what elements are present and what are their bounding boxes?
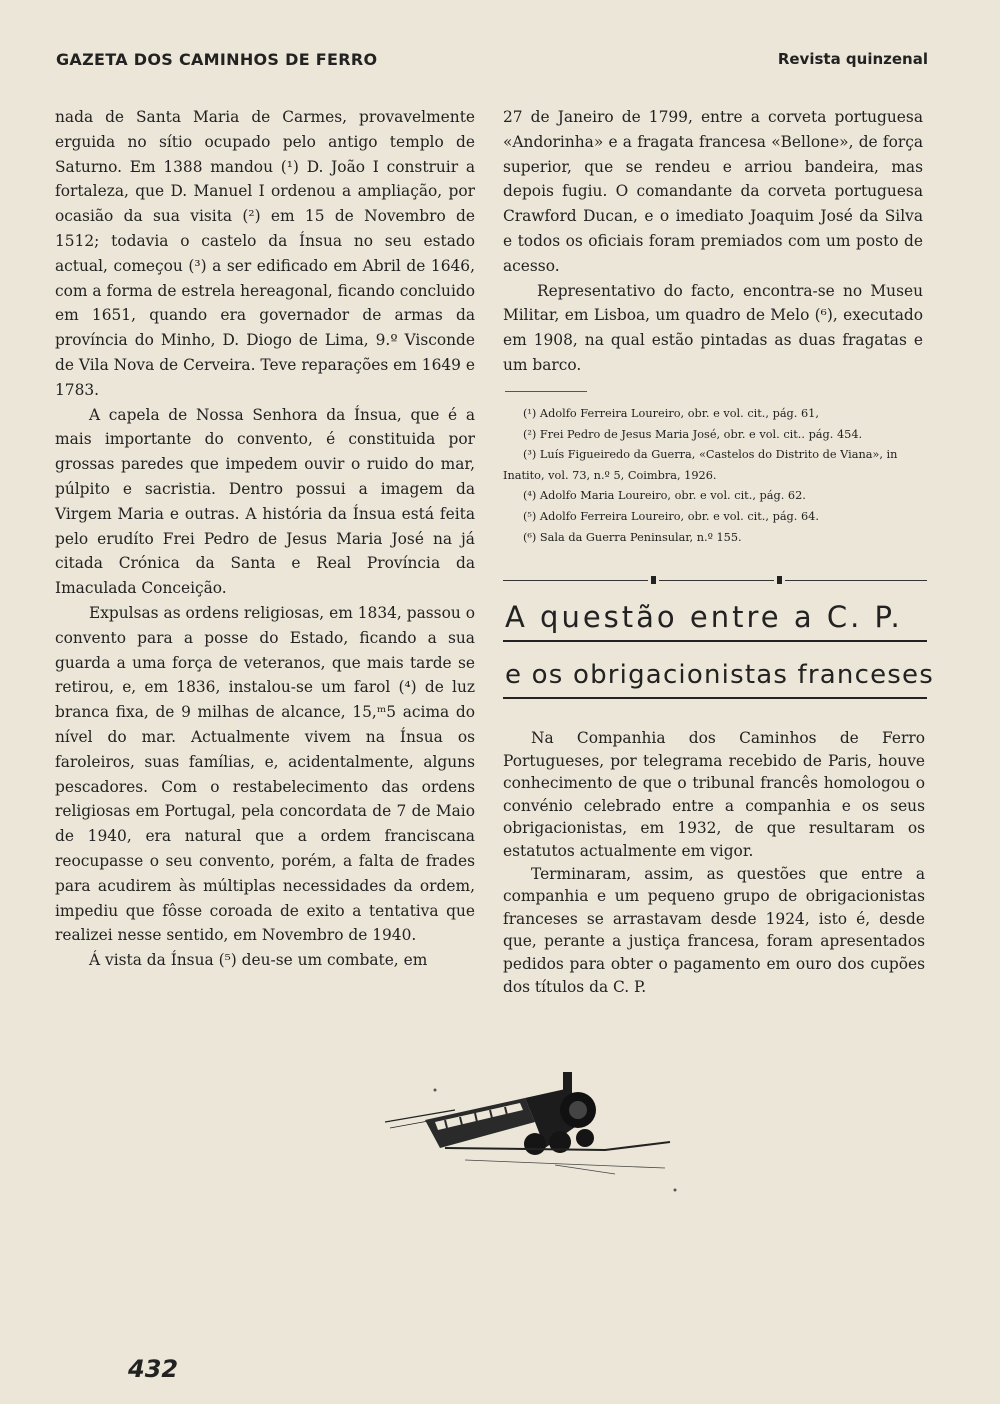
paragraph: Expulsas as ordens religiosas, em 1834, passou o convento para a posse do Estado, ficando a sua guarda a uma força de veteranos, que mais tarde se retirou, e, em 1836, instalou-se um farol (⁴) de luz branca fixa, de 9 milhas de alcance, 15,ᵐ5 acima do nível do mar. Actualmente vivem na Ínsua os faroleiros, suas famílias, e, acidentalmente, alguns pescadores. Com o restabelecimento das ordens religiosas em Portugal, pela concordata de 7 de Maio de 1940, era natural que a ordem franciscana reocupasse o seu convento, porém, a falta de frades para acudirem às múltiplas necessidades da ordem, impediu que fôsse coroada de exito a tentativa que realizei nesse sentido, em Novembro de 1940. [55,603,475,945]
footnote: (⁶) Sala da Guerra Peninsular, n.º 155. [523,530,742,544]
article-body [503,727,925,998]
paragraph: Na Companhia dos Caminhos de Ferro Portugueses, por telegrama recebido de Paris, houve conhecimento de que o tribunal francês homologou o convénio celebrado entre a companhia e os seus obrigacionistas, em 1932, de que resultaram os estatutos actualmente em vigor. [503,729,925,860]
section-separator [503,575,927,585]
footnote: (³) Luís Figueiredo da Guerra, «Castelos do Distrito de Viana», in Inatito, vol. 73, n.º 5, Coimbra, 1926. [503,448,898,482]
article-title-line1: A questão entre a C. P. [505,600,903,634]
left-column [55,105,475,973]
footnote: (¹) Adolfo Ferreira Loureiro, obr. e vol. cit., pág. 61, [523,407,819,420]
article-title-line2: e os obrigacionistas franceses [505,660,934,690]
paragraph: 27 de Janeiro de 1799, entre a corveta portuguesa «Andorinha» e a fragata francesa «Bellone», de força superior, que se rendeu e arriou bandeira, mas depois fugiu. O comandante da corveta portuguesa Crawford Ducan, e o imediato Joaquim José da Silva e todos os oficiais foram premiados com um posto de acesso. [503,108,923,275]
paragraph: A capela de Nossa Senhora da Ínsua, que é a mais importante do convento, é constituida por grossas paredes que impedem ouvir o ruido do mar, púlpito e sacristia. Dentro possui a imagem da Virgem Maria e outras. A história da Ínsua está feita pelo erudíto Frei Pedro de Jesus Maria José na já citada Crónica da Santa e Real Província da Imaculada Conceição. [55,405,475,598]
journal-subtitle: Revista quinzenal [777,50,928,68]
page-number: 432 [128,1355,179,1383]
right-column [503,105,923,378]
title-underline [503,697,927,699]
steam-train-icon [385,1070,685,1204]
footnote: (²) Frei Pedro de Jesus Maria José, obr. e vol. cit.. pág. 454. [523,427,863,441]
footnote: (⁴) Adolfo Maria Loureiro, obr. e vol. cit., pág. 62. [523,489,806,503]
journal-title: GAZETA DOS CAMINHOS DE FERRO [56,50,378,69]
paragraph: Terminaram, assim, as questões que entre a companhia e um pequeno grupo de obrigacionistas franceses se arrastavam desde 1924, isto é, desde que, perante a justiça francesa, foram apresentados pedidos para obter o pagamento em ouro dos cupões dos títulos da C. P. [503,864,925,996]
paragraph: nada de Santa Maria de Carmes, provavelmente erguida no sítio ocupado pelo antigo templo de Saturno. Em 1388 mandou (¹) D. João I construir a fortaleza, que D. Manuel I ordenou a ampliação, por ocasião da sua visita (²) em 15 de Novembro de 1512; todavia o castelo da Ínsua no seu estado actual, começou (³) a ser edificado em Abril de 1646, com a forma de estrela hereagonal, ficando concluido em 1651, quando era governador de armas da província do Minho, D. Diogo de Lima, 9.º Visconde de Vila Nova de Cerveira. Teve reparações em 1649 e 1783. [55,108,475,399]
paragraph: Á vista da Ínsua (⁵) deu-se um combate, em [89,951,428,970]
footnote: (⁵) Adolfo Ferreira Loureiro, obr. e vol. cit., pág. 64. [523,509,819,523]
paragraph: Representativo do facto, encontra-se no Museu Militar, em Lisboa, um quadro de Melo (⁶), executado em 1908, na qual estão pintadas as duas fragatas e um barco. [503,281,923,374]
title-underline [503,640,927,642]
footnote-divider [505,391,587,392]
footnotes [503,404,925,548]
